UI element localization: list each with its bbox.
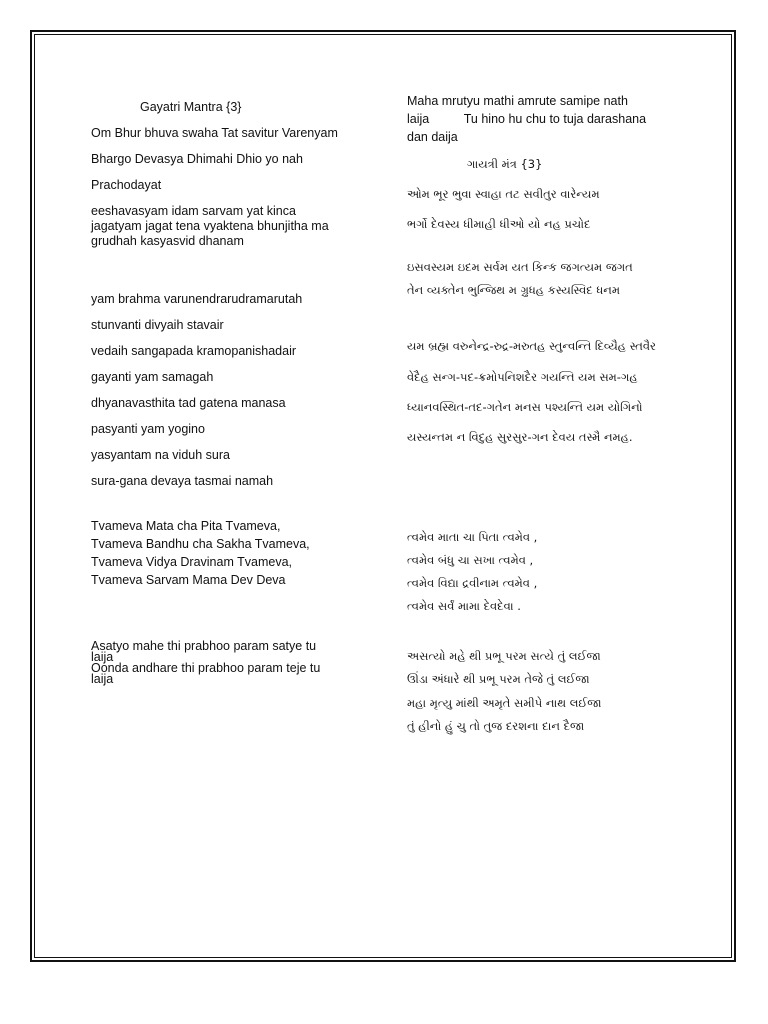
yam-brahma-line: yasyantam na viduh sura (91, 448, 230, 462)
yam-brahma-gu-line: ધ્યાનવસ્થિત-તદ-ગતેન મનસ પશ્યન્તિ યમ યોગિનો (407, 400, 643, 414)
yam-brahma-gu-line: યમ બ્રહ્મ વરુનેન્દ્ર-રુદ્ર-મરુતહ સ્તુન્વન્તિ દિવ્યૈહ સ્તવૈર (407, 339, 657, 353)
maha-line: Maha mrutyu mathi amrute samipe nath (407, 94, 628, 108)
yam-brahma-line: dhyanavasthita tad gatena manasa (91, 396, 286, 410)
tvameva-gu-line: ત્વમેવ વિદ્યા દ્રવીનામ ત્વમેવ , (407, 576, 538, 590)
tvameva-line: Tvameva Sarvam Mama Dev Deva (91, 573, 286, 587)
yam-brahma-gu-line: વેદૈહ સન્ગ-પદ-ક્રમોપનિશદૈર ગયન્તિ યમ સમ-ગહ (407, 370, 638, 384)
ishavasya-gu-line: ઇસવસ્યમ ઇદમ સર્વમ યત કિન્ક જગત્યમ જગત (407, 260, 633, 274)
maha-block (407, 92, 646, 146)
gayatri-line-2: Bhargo Devasya Dhimahi Dhio yo nah (91, 152, 303, 166)
tvameva-line: Tvameva Vidya Dravinam Tvameva, (91, 555, 293, 569)
gayatri-gu-line: ભર્ગો દેવસ્ય ધીમાહી ધીઓ યો નહ પ્રચોદ (407, 217, 591, 231)
ishavasya-block (91, 204, 329, 249)
tvameva-gu-line: ત્વમેવ સર્વં મામા દેવદેવા . (407, 599, 521, 613)
asatyo-block (91, 641, 320, 685)
gayatri-gu-line: ઓમ ભૂર ભુવા સ્વાહા તટ સવીતુર વારેન્યમ (407, 187, 600, 201)
asatyo-gu-line: તું હીનો હું ચુ તો તુજ દરશના દાન દૈજા (407, 719, 585, 733)
ishavasya-gu-line: તેન વ્યક્તેન ભુન્જિથ મ ગ્રુધહ કસ્યસ્વિદ ધનમ (407, 283, 620, 297)
asatyo-line: Asatyo mahe thi prabhoo param satye tu (91, 639, 317, 653)
gujarati-title: ગાયત્રી મંત્ર {3} (467, 157, 543, 171)
asatyo-gu-line: મહા મૃત્યુ માંથી અમૃતે સમીપે નાથ લઈજા (407, 696, 602, 710)
yam-brahma-line: sura-gana devaya tasmai namah (91, 474, 274, 488)
yam-brahma-gu-line: યસ્યન્તમ ન વિદુહ સુરસુર-ગન દેવય તસ્મૈ નમહ. (407, 430, 633, 444)
gayatri-title: Gayatri Mantra {3} (140, 100, 242, 114)
ishavasya-line: jagatyam jagat tena vyaktena bhunjitha ma (91, 219, 329, 233)
tvameva-gu-line: ત્વમેવ માતા ચા પિતા ત્વમેવ , (407, 530, 538, 544)
tvameva-gu-line: ત્વમેવ બંધુ ચા સખા ત્વમેવ , (407, 553, 534, 567)
maha-line: laija Tu hino hu chu to tuja darashana (407, 112, 647, 126)
asatyo-line: Oonda andhare thi prabhoo param teje tu (91, 661, 321, 675)
ishavasya-line: grudhah kasyasvid dhanam (91, 234, 244, 248)
ishavasya-line: eeshavasyam idam sarvam yat kinca (91, 204, 296, 218)
yam-brahma-line: vedaih sangapada kramopanishadair (91, 344, 297, 358)
page-border-inner (34, 34, 732, 958)
yam-brahma-line: stunvanti divyaih stavair (91, 318, 224, 332)
gayatri-line-1: Om Bhur bhuva swaha Tat savitur Varenyam (91, 126, 338, 140)
asatyo-line: laija (91, 650, 114, 664)
maha-line: dan daija (407, 130, 458, 144)
tvameva-block (91, 517, 310, 589)
tvameva-line: Tvameva Bandhu cha Sakha Tvameva, (91, 537, 310, 551)
asatyo-gu-line: અસત્યો મહે થી પ્રભૂ પરમ સત્યે તું લઈજા (407, 649, 601, 663)
asatyo-line: laija (91, 672, 114, 686)
yam-brahma-line: gayanti yam samagah (91, 370, 214, 384)
yam-brahma-line: pasyanti yam yogino (91, 422, 205, 436)
gayatri-line-3: Prachodayat (91, 178, 162, 192)
tvameva-line: Tvameva Mata cha Pita Tvameva, (91, 519, 281, 533)
asatyo-gu-line: ઊંડા અંધારે થી પ્રભૂ પરમ તેજે તું લઈજા (407, 672, 590, 686)
yam-brahma-line: yam brahma varunendrarudramarutah (91, 292, 303, 306)
